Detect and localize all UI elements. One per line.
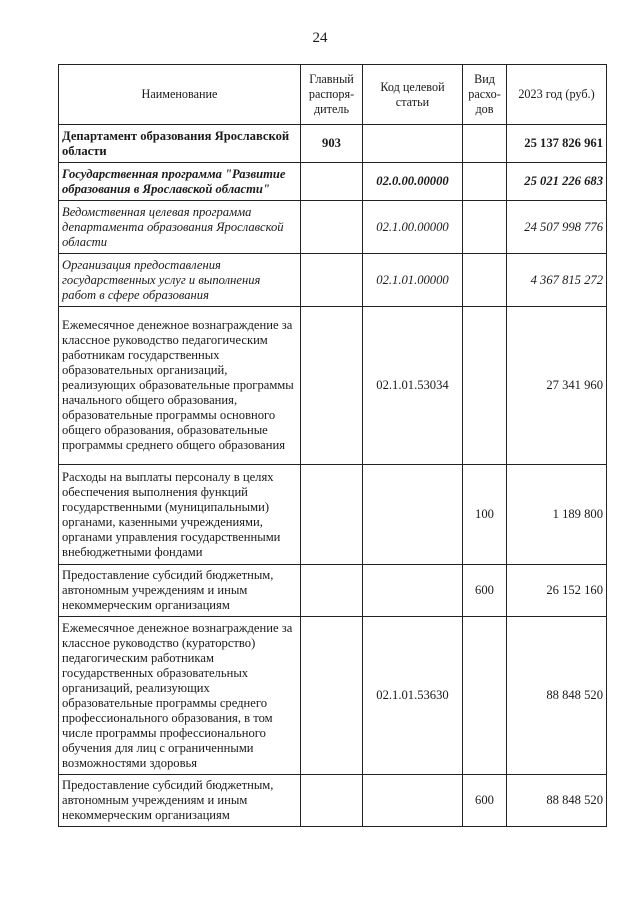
row-amount: 26 152 160 bbox=[507, 565, 607, 617]
row-head bbox=[301, 307, 363, 465]
row-amount: 27 341 960 bbox=[507, 307, 607, 465]
table-row bbox=[59, 125, 607, 163]
header-amount: 2023 год (руб.) bbox=[507, 65, 607, 125]
row-code bbox=[363, 775, 463, 827]
row-name: Организация предоставления государственных услуг и выполнения работ в сфере образования bbox=[59, 254, 301, 307]
row-type bbox=[463, 163, 507, 201]
row-amount: 25 137 826 961 bbox=[507, 125, 607, 163]
row-name: Ведомственная целевая программа департамента образования Ярославской области bbox=[59, 201, 301, 254]
row-type bbox=[463, 201, 507, 254]
row-name: Департамент образования Ярославской области bbox=[59, 125, 301, 163]
row-type: 100 bbox=[463, 465, 507, 565]
row-type bbox=[463, 254, 507, 307]
row-head bbox=[301, 254, 363, 307]
row-amount: 1 189 800 bbox=[507, 465, 607, 565]
header-code: Код целевой статьи bbox=[363, 65, 463, 125]
row-head bbox=[301, 163, 363, 201]
row-head bbox=[301, 565, 363, 617]
row-amount: 88 848 520 bbox=[507, 775, 607, 827]
header-type: Вид расхо-дов bbox=[463, 65, 507, 125]
table-row bbox=[59, 465, 607, 565]
row-name: Расходы на выплаты персоналу в целях обеспечения выполнения функций государственными (муниципальными) органами, казенными учреждениями, органами управления государственными внебюджетными фондами bbox=[59, 465, 301, 565]
row-code bbox=[363, 125, 463, 163]
table-row bbox=[59, 201, 607, 254]
header-head: Главный распоря-дитель bbox=[301, 65, 363, 125]
row-amount: 24 507 998 776 bbox=[507, 201, 607, 254]
row-code: 02.1.01.53630 bbox=[363, 617, 463, 775]
table-row bbox=[59, 565, 607, 617]
table-row bbox=[59, 307, 607, 465]
row-head bbox=[301, 465, 363, 565]
row-head bbox=[301, 201, 363, 254]
row-code: 02.1.01.53034 bbox=[363, 307, 463, 465]
table-row bbox=[59, 617, 607, 775]
row-type: 600 bbox=[463, 565, 507, 617]
row-code: 02.1.01.00000 bbox=[363, 254, 463, 307]
row-amount: 4 367 815 272 bbox=[507, 254, 607, 307]
page-number: 24 bbox=[312, 30, 328, 46]
row-type: 600 bbox=[463, 775, 507, 827]
budget-table bbox=[58, 64, 607, 827]
table-row bbox=[59, 254, 607, 307]
table-row bbox=[59, 163, 607, 201]
row-code: 02.1.00.00000 bbox=[363, 201, 463, 254]
row-name: Предоставление субсидий бюджетным, автономным учреждениям и иным некоммерческим организациям bbox=[59, 565, 301, 617]
row-type bbox=[463, 307, 507, 465]
row-type bbox=[463, 125, 507, 163]
table-row bbox=[59, 775, 607, 827]
row-code: 02.0.00.00000 bbox=[363, 163, 463, 201]
row-amount: 25 021 226 683 bbox=[507, 163, 607, 201]
row-code bbox=[363, 565, 463, 617]
row-name: Предоставление субсидий бюджетным, автономным учреждениям и иным некоммерческим организациям bbox=[59, 775, 301, 827]
row-name: Ежемесячное денежное вознаграждение за классное руководство (кураторство) педагогическим работникам государственных образовательных организаций, реализующих образовательные программы среднего профессионального образования, в том числе программы профессионального обучения для лиц с ограниченными возможностями здоровья bbox=[59, 617, 301, 775]
row-head bbox=[301, 617, 363, 775]
header-name: Наименование bbox=[59, 65, 301, 125]
row-name: Ежемесячное денежное вознаграждение за классное руководство педагогическим работникам государственных образовательных организаций, реализующих образовательные программы начального общего образования, образовательные программы основного общего образования, образовательные программы среднего общего образования bbox=[59, 307, 301, 465]
row-head bbox=[301, 775, 363, 827]
row-amount: 88 848 520 bbox=[507, 617, 607, 775]
row-code bbox=[363, 465, 463, 565]
row-name: Государственная программа "Развитие образования в Ярославской области" bbox=[59, 163, 301, 201]
row-type bbox=[463, 617, 507, 775]
row-head: 903 bbox=[301, 125, 363, 163]
table-header-row bbox=[59, 65, 607, 125]
